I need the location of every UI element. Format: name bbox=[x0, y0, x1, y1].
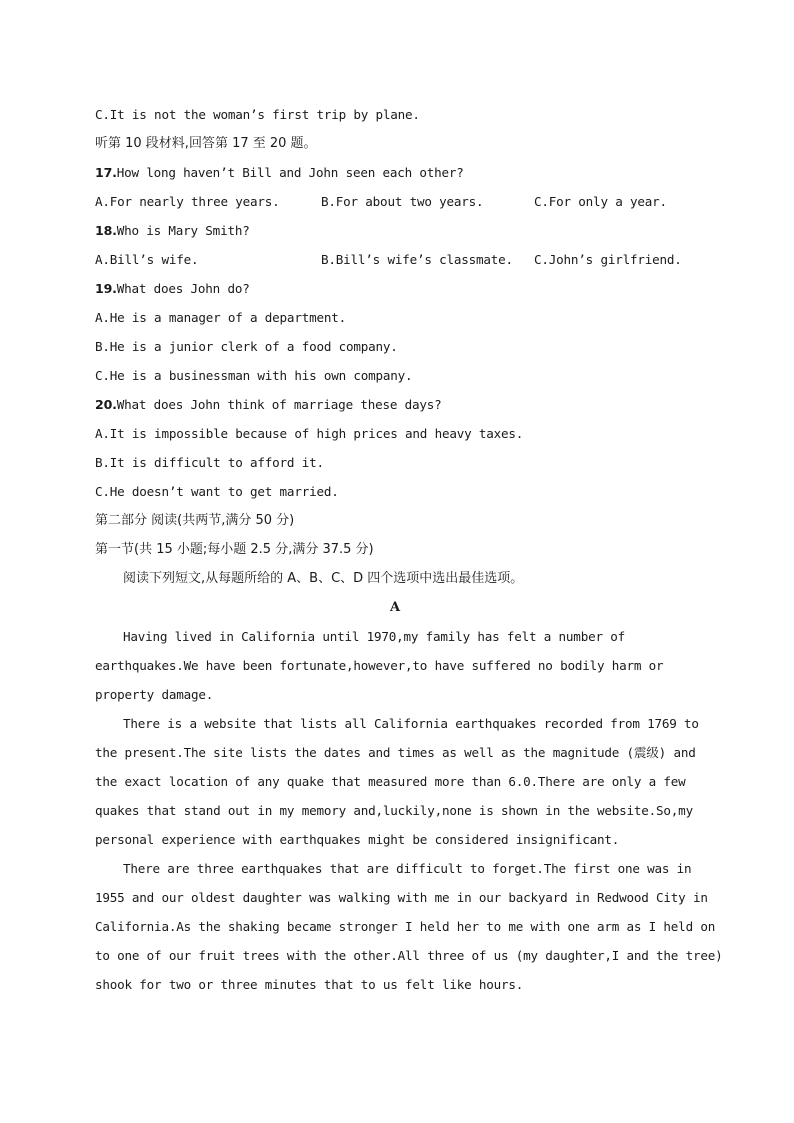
q19-question bbox=[95, 274, 695, 303]
passage-line: the exact location of any quake that measured more than 6.0.There are only a few bbox=[95, 774, 686, 789]
q19-option-c: C.He is a businessman with his own company. bbox=[95, 368, 413, 383]
q20-option-c: C.He doesn’t want to get married. bbox=[95, 484, 339, 499]
reading-instruction: 阅读下列短文,从每题所给的 A、B、C、D 四个选项中选出最佳选项。 bbox=[123, 571, 524, 586]
q20-number: 20. bbox=[95, 397, 117, 412]
part-2-heading: 第二部分 阅读(共两节,满分 50 分) bbox=[95, 513, 295, 528]
q17-text: How long haven’t Bill and John seen each other? bbox=[116, 165, 464, 180]
passage-line: Having lived in California until 1970,my family has felt a number of bbox=[123, 629, 625, 644]
section-10-instruction: 听第 10 段材料,回答第 17 至 20 题。 bbox=[95, 136, 317, 151]
passage-line: There is a website that lists all California earthquakes recorded from 1769 to bbox=[123, 716, 699, 731]
passage-line: California.As the shaking became stronger I held her to me with one arm as I held on bbox=[95, 919, 716, 934]
passage-line: to one of our fruit trees with the other.All three of us (my daughter,I and the tree) bbox=[95, 948, 723, 963]
q17-options bbox=[95, 187, 695, 216]
q18-question bbox=[95, 216, 695, 245]
q16-option-c: C.It is not the woman’s first trip by plane. bbox=[95, 107, 420, 122]
q18-number: 18. bbox=[95, 223, 117, 238]
q19-option-b: B.He is a junior clerk of a food company. bbox=[95, 339, 398, 354]
q20-option-a: A.It is impossible because of high prices and heavy taxes. bbox=[95, 426, 524, 441]
q17-option-b: B.For about two years. bbox=[321, 194, 484, 209]
section-1-heading: 第一节(共 15 小题;每小题 2.5 分,满分 37.5 分) bbox=[95, 542, 374, 557]
q19-option-a: A.He is a manager of a department. bbox=[95, 310, 346, 325]
passage-line: the present.The site lists the dates and times as well as the magnitude (震级) and bbox=[95, 745, 696, 760]
passage-line: 1955 and our oldest daughter was walking with me in our backyard in Redwood City in bbox=[95, 890, 708, 905]
q18-text: Who is Mary Smith? bbox=[116, 223, 250, 238]
q19-text: What does John do? bbox=[116, 281, 250, 296]
passage-line: There are three earthquakes that are difficult to forget.The first one was in bbox=[123, 861, 692, 876]
q19-number: 19. bbox=[95, 281, 117, 296]
passage-line: shook for two or three minutes that to us felt like hours. bbox=[95, 977, 524, 992]
q17-option-a: A.For nearly three years. bbox=[95, 194, 280, 209]
q18-options bbox=[95, 245, 695, 274]
q20-text: What does John think of marriage these days? bbox=[116, 397, 442, 412]
q18-option-a: A.Bill’s wife. bbox=[95, 252, 199, 267]
q20-question bbox=[95, 390, 695, 419]
q17-number: 17. bbox=[95, 165, 117, 180]
passage-line: quakes that stand out in my memory and,luckily,none is shown in the website.So,my bbox=[95, 803, 693, 818]
q17-question bbox=[95, 158, 695, 187]
exam-page bbox=[95, 100, 723, 999]
q20-option-b: B.It is difficult to afford it. bbox=[95, 455, 324, 470]
passage-line: personal experience with earthquakes might be considered insignificant. bbox=[95, 832, 620, 847]
passage-line: property damage. bbox=[95, 687, 214, 702]
q18-option-c: C.John’s girlfriend. bbox=[534, 252, 682, 267]
q17-option-c: C.For only a year. bbox=[534, 194, 667, 209]
passage-title: A bbox=[390, 600, 400, 615]
passage-line: earthquakes.We have been fortunate,however,to have suffered no bodily harm or bbox=[95, 658, 664, 673]
q18-option-b: B.Bill’s wife’s classmate. bbox=[321, 252, 513, 267]
